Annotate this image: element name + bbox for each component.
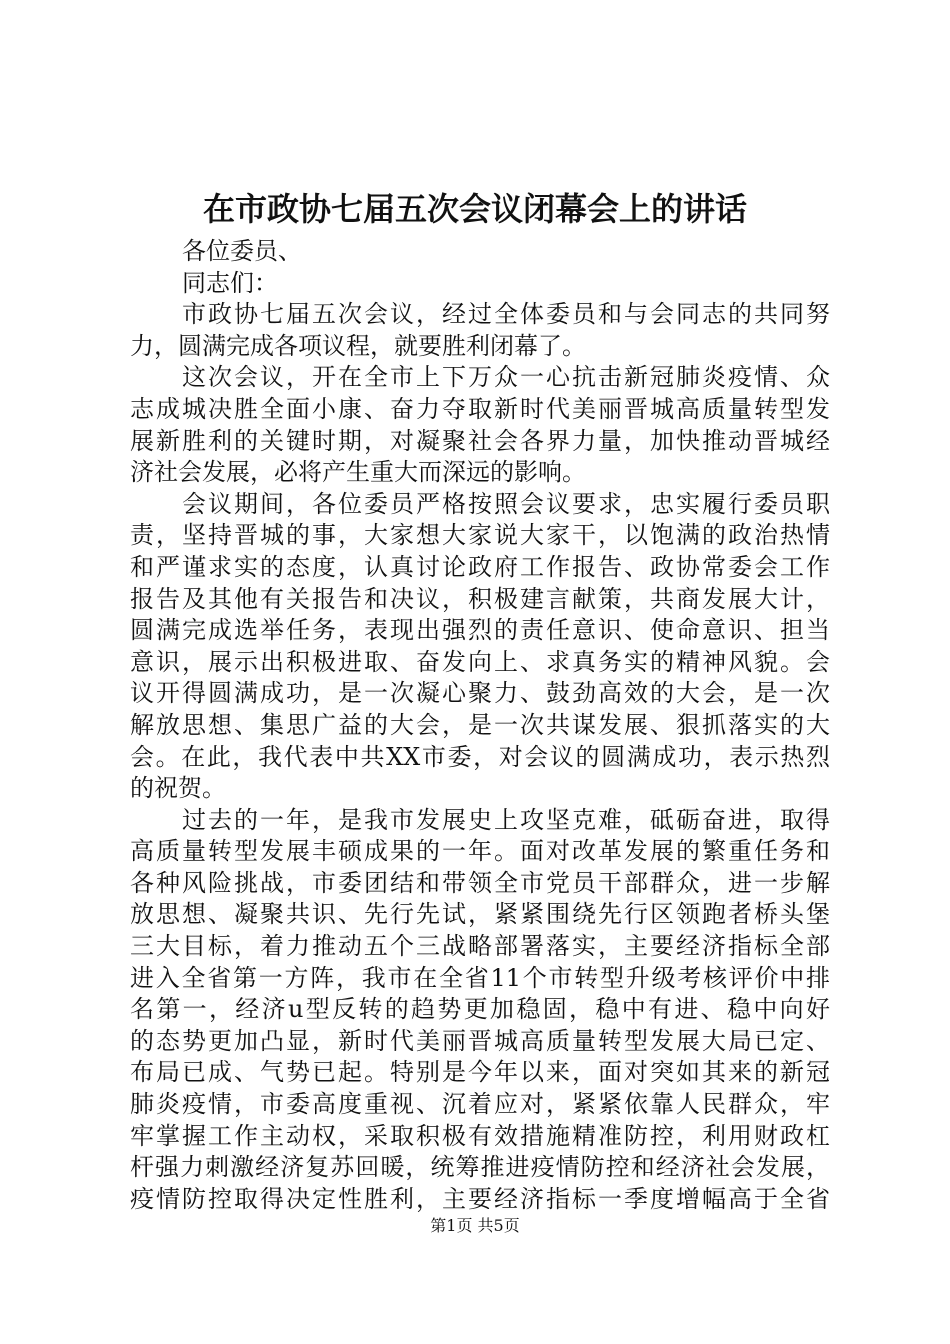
paragraph-line: 名第一，经济u型反转的趋势更加稳固，稳中有进、稳中向好 [130,995,830,1024]
paragraph-line: 报告及其他有关报告和决议，积极建言献策，共商发展大计， [130,584,830,613]
paragraph-line: 责，坚持晋城的事，大家想大家说大家干，以饱满的政治热情 [130,521,830,550]
paragraph-line: 各种风险挑战，市委团结和带领全市党员干部群众，进一步解 [130,868,830,897]
paragraph-line: 布局已成、气势已起。特别是今年以来，面对突如其来的新冠 [130,1058,830,1087]
paragraph-line: 力，圆满完成各项议程，就要胜利闭幕了。 [130,331,586,360]
paragraph-line: 志成城决胜全面小康、奋力夺取新时代美丽晋城高质量转型发 [130,394,830,423]
paragraph-line: 进入全省第一方阵，我市在全省11个市转型升级考核评价中排 [130,963,830,992]
salutation-line: 各位委员、 [182,237,302,265]
paragraph-line: 的祝贺。 [130,774,226,803]
paragraph-line: 会议期间，各位委员严格按照会议要求，忠实履行委员职 [182,489,830,518]
paragraph-line: 意识，展示出积极进取、奋发向上、求真务实的精神风貌。会 [130,647,830,676]
paragraph-line: 牢掌握工作主动权，采取积极有效措施精准防控，利用财政杠 [130,1121,830,1150]
paragraph-line: 三大目标，着力推动五个三战略部署落实，主要经济指标全部 [130,932,830,961]
paragraph-line: 这次会议，开在全市上下万众一心抗击新冠肺炎疫情、众 [182,363,830,392]
paragraph-line: 圆满完成选举任务，表现出强烈的责任意识、使命意识、担当 [130,616,830,645]
paragraph-line: 杆强力刺激经济复苏回暖，统筹推进疫情防控和经济社会发展， [130,1153,830,1182]
paragraph-line: 会。在此，我代表中共XX市委，对会议的圆满成功，表示热烈 [130,742,830,771]
paragraph-line: 放思想、凝聚共识、先行先试，紧紧围绕先行区领跑者桥头堡 [130,900,830,929]
document-body [130,236,830,1215]
document-title: 在市政协七届五次会议闭幕会上的讲话 [202,190,747,228]
paragraph-line: 肺炎疫情，市委高度重视、沉着应对，紧紧依靠人民群众，牢 [130,1090,830,1119]
paragraph-line: 过去的一年，是我市发展史上攻坚克难，砥砺奋进，取得 [182,805,830,834]
paragraph-line: 解放思想、集思广益的大会，是一次共谋发展、狠抓落实的大 [130,710,830,739]
paragraph-line: 疫情防控取得决定性胜利，主要经济指标一季度增幅高于全省 [130,1184,830,1213]
paragraph-line: 市政协七届五次会议，经过全体委员和与会同志的共同努 [182,300,830,329]
paragraph-line: 高质量转型发展丰硕成果的一年。面对改革发展的繁重任务和 [130,837,830,866]
page-footer: 第1页 共5页 [430,1216,520,1235]
paragraph-line: 和严谨求实的态度，认真讨论政府工作报告、政协常委会工作 [130,552,830,581]
paragraph-line: 展新胜利的关键时期，对凝聚社会各界力量，加快推动晋城经 [130,426,830,455]
paragraph-line: 的态势更加凸显，新时代美丽晋城高质量转型发展大局已定、 [130,1026,830,1055]
paragraph-line: 济社会发展，必将产生重大而深远的影响。 [130,458,586,487]
paragraph-line: 议开得圆满成功，是一次凝心聚力、鼓劲高效的大会，是一次 [130,679,830,708]
salutation-line: 同志们： [182,268,278,297]
